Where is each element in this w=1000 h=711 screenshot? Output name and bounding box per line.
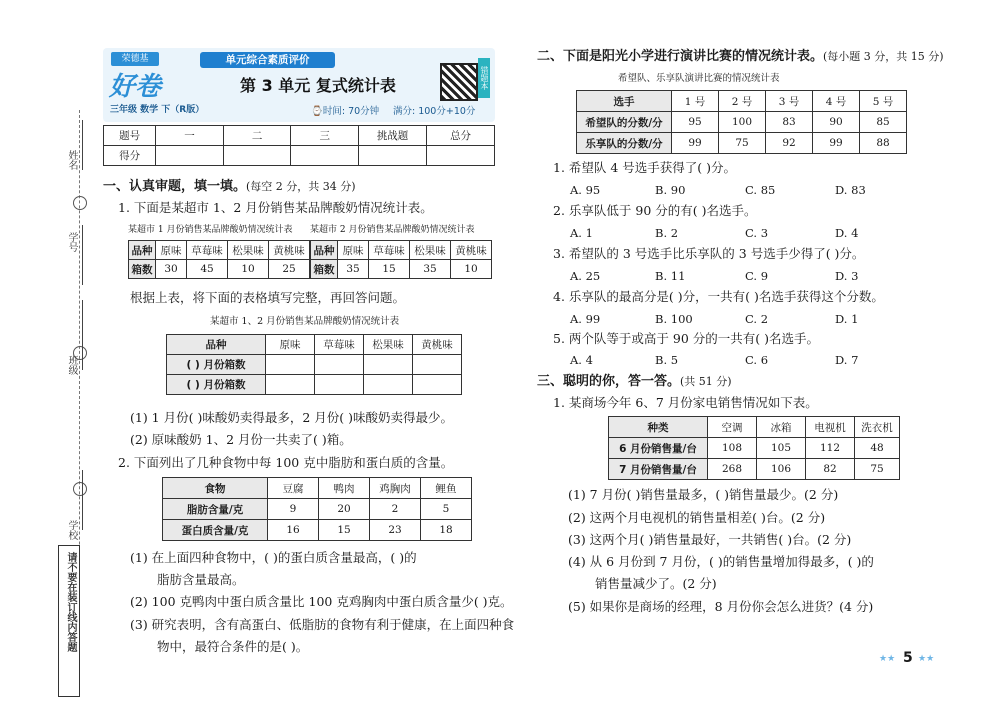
table-cell: 鸡胸肉	[370, 478, 421, 499]
table-cell: 10	[451, 260, 492, 279]
table-cell: 洗衣机	[855, 417, 900, 438]
fill-cell[interactable]	[364, 355, 413, 375]
table-cell: 电视机	[806, 417, 855, 438]
footer-stars-left: ★★	[879, 654, 896, 664]
table-cell: 松果味	[410, 241, 451, 260]
score-table-cell: 总分	[427, 126, 495, 146]
table-cell: 4 号	[813, 91, 860, 112]
side-tag[interactable]: 错题本	[478, 58, 490, 98]
q2-sub2[interactable]: (2) 100 克鸭肉中蛋白质含量比 100 克鸡胸肉中蛋白质含量少( )克。	[130, 594, 513, 609]
p2-q1-opt-b[interactable]: B. 90	[655, 183, 686, 197]
table-cell: 85	[860, 112, 907, 133]
part2-caption: 希望队、乐享队演讲比赛的情况统计表	[618, 73, 780, 84]
p2-q4-opt-a[interactable]: A. 99	[570, 312, 601, 326]
appliance-sales-table	[608, 416, 900, 480]
table-cell: 黄桃味	[451, 241, 492, 260]
score-input-cell[interactable]	[156, 146, 224, 166]
q2-sub1b: 脂肪含量最高。	[157, 572, 245, 587]
p2-q5-opt-a[interactable]: A. 4	[570, 353, 593, 367]
q1-sub1[interactable]: (1) 1 月份( )味酸奶卖得最多，2 月份( )味酸奶卖得最少。	[130, 410, 453, 425]
food-nutrition-table	[162, 477, 472, 541]
name-line	[82, 120, 83, 170]
part2-heading: 二、下面是阳光小学进行演讲比赛的情况统计表。(每小题 3 分，共 15 分)	[537, 49, 944, 64]
p3-s2[interactable]: (2) 这两个月电视机的销售量相差( )台。(2 分)	[568, 510, 826, 525]
table-cell: 1 号	[672, 91, 719, 112]
time-label: ⌚时间: 70分钟	[311, 106, 380, 117]
p3-s1[interactable]: (1) 7 月份( )销售量最多，( )销售量最少。(2 分)	[568, 487, 839, 502]
p2-q5-opt-c[interactable]: C. 6	[745, 353, 769, 367]
table-cell: 草莓味	[187, 241, 228, 260]
table-cell: 松果味	[228, 241, 269, 260]
score-table-cell: 一	[156, 126, 224, 146]
table-cell: 5 号	[860, 91, 907, 112]
table-cell: 16	[268, 520, 319, 541]
table-cell: 90	[813, 112, 860, 133]
table-cell: 黄桃味	[413, 335, 462, 355]
table-cell: 箱数	[129, 260, 156, 279]
q1-text: 1. 下面是某超市 1、2 月份销售某品牌酸奶情况统计表。	[118, 200, 433, 215]
p2-q4-opt-c[interactable]: C. 2	[745, 312, 769, 326]
score-label: 满分: 100分+10分	[393, 106, 476, 117]
yogurt-combined-table	[166, 334, 462, 395]
p2-q4-opt-d[interactable]: D. 1	[835, 312, 859, 326]
fill-cell[interactable]	[315, 355, 364, 375]
table-cell: 品种	[167, 335, 266, 355]
p2-q2-opt-b[interactable]: B. 2	[655, 226, 679, 240]
table-cell: 箱数	[311, 260, 338, 279]
speech-contest-table	[576, 90, 907, 154]
table-cell: 3 号	[766, 91, 813, 112]
q1-instruction: 根据上表，将下面的表格填写完整，再回答问题。	[130, 290, 406, 305]
table-cell: 99	[672, 133, 719, 154]
table-cell: 鸭肉	[319, 478, 370, 499]
score-table-cell: 题号	[104, 126, 156, 146]
logo: 好卷	[109, 72, 162, 102]
yogurt-feb-table	[310, 240, 492, 279]
number-line	[82, 225, 83, 285]
p2-q1[interactable]: 1. 希望队 4 号选手获得了( )分。	[553, 160, 737, 175]
part3-heading: 三、聪明的你，答一答。(共 51 分)	[537, 374, 732, 389]
table-cell: 9	[268, 499, 319, 520]
p2-q2-opt-a[interactable]: A. 1	[570, 226, 593, 240]
table-cell: 75	[855, 459, 900, 480]
table-cell: 原味	[156, 241, 187, 260]
table-cell: 草莓味	[315, 335, 364, 355]
table-cell: 原味	[266, 335, 315, 355]
page-number: 5	[903, 650, 913, 666]
p2-q4[interactable]: 4. 乐享队的最高分是( )分，一共有( )名选手获得这个分数。	[553, 289, 884, 304]
table-cell: 品种	[129, 241, 156, 260]
p3-s3[interactable]: (3) 这两个月( )销售量最好，一共销售( )台。(2 分)	[568, 532, 852, 547]
t3-caption: 某超市 1、2 月份销售某品牌酸奶情况统计表	[210, 316, 400, 327]
table-cell: 48	[855, 438, 900, 459]
table-cell: 原味	[338, 241, 369, 260]
p2-q3-opt-a[interactable]: A. 25	[570, 269, 601, 283]
grade-label: 三年级 数学 下（R版）	[110, 105, 205, 115]
table-cell: 2	[370, 499, 421, 520]
fill-cell[interactable]	[413, 355, 462, 375]
table-cell: 空调	[708, 417, 757, 438]
table-cell: 75	[719, 133, 766, 154]
p2-q5-opt-b[interactable]: B. 5	[655, 353, 679, 367]
table-cell: 18	[421, 520, 472, 541]
table-cell: 乐享队的分数/分	[577, 133, 672, 154]
qr-code-icon[interactable]	[440, 63, 478, 101]
p2-q3-opt-c[interactable]: C. 9	[745, 269, 769, 283]
t1-caption: 某超市 1 月份销售某品牌酸奶情况统计表	[128, 225, 293, 235]
fill-cell[interactable]	[364, 375, 413, 395]
table-cell: 105	[757, 438, 806, 459]
table-cell: 15	[369, 260, 410, 279]
school-line	[82, 470, 83, 530]
q2-sub3b[interactable]: 物中，最符合条件的是( )。	[157, 639, 309, 654]
fill-cell[interactable]	[413, 375, 462, 395]
table-cell: 25	[269, 260, 310, 279]
binding-number-label: 学号	[66, 232, 77, 252]
table-cell: 5	[421, 499, 472, 520]
fill-cell[interactable]	[266, 355, 315, 375]
table-cell: 品种	[311, 241, 338, 260]
part1-heading: 一、认真审题，填一填。(每空 2 分，共 34 分)	[103, 179, 356, 194]
table-cell: 15	[319, 520, 370, 541]
p3-s5[interactable]: (5) 如果你是商场的经理，8 月份你会怎么进货？(4 分)	[568, 599, 874, 614]
table-cell: 脂肪含量/克	[163, 499, 268, 520]
table-cell[interactable]: ( ) 月份箱数	[167, 375, 266, 395]
table-cell: 268	[708, 459, 757, 480]
p2-q1-opt-c[interactable]: C. 85	[745, 183, 776, 197]
binding-name-label: 姓名	[66, 150, 77, 170]
table-cell: 23	[370, 520, 421, 541]
p2-q1-opt-a[interactable]: A. 95	[570, 183, 601, 197]
table-cell: 黄桃味	[269, 241, 310, 260]
table-cell: 蛋白质含量/克	[163, 520, 268, 541]
p3-q1: 1. 某商场今年 6、7 月份家电销售情况如下表。	[553, 395, 818, 410]
score-table-cell: 二	[223, 126, 291, 146]
unit-title: 第 3 单元 复式统计表	[240, 76, 396, 95]
score-table-cell: 得分	[104, 146, 156, 166]
t2-caption: 某超市 2 月份销售某品牌酸奶情况统计表	[310, 225, 475, 235]
table-cell: 108	[708, 438, 757, 459]
table-cell: 30	[156, 260, 187, 279]
table-cell: 松果味	[364, 335, 413, 355]
brand-badge: 荣德基	[111, 52, 159, 66]
p3-s4b: 销售量减少了。(2 分)	[595, 576, 717, 591]
table-cell: 83	[766, 112, 813, 133]
table-cell: 食物	[163, 478, 268, 499]
score-table-cell: 挑战题	[359, 126, 427, 146]
p2-q2-opt-d[interactable]: D. 4	[835, 226, 859, 240]
binding-class-label: 班级	[66, 355, 77, 375]
table-cell: 45	[187, 260, 228, 279]
score-input-cell[interactable]	[291, 146, 359, 166]
table-cell: 草莓味	[369, 241, 410, 260]
notice-box	[58, 545, 80, 697]
p3-s4a[interactable]: (4) 从 6 月份到 7 月份，( )的销售量增加得最多，( )的	[568, 554, 874, 569]
table-cell: 112	[806, 438, 855, 459]
p2-q5-opt-d[interactable]: D. 7	[835, 353, 859, 367]
table-cell: 10	[228, 260, 269, 279]
p2-q2[interactable]: 2. 乐享队低于 90 分的有( )名选手。	[553, 203, 757, 218]
table-cell: 7 月份销售量/台	[609, 459, 708, 480]
table-cell: 88	[860, 133, 907, 154]
fill-cell[interactable]	[266, 375, 315, 395]
table-cell: 92	[766, 133, 813, 154]
p2-q2-opt-c[interactable]: C. 3	[745, 226, 769, 240]
table-cell[interactable]: ( ) 月份箱数	[167, 355, 266, 375]
table-cell: 20	[319, 499, 370, 520]
p2-q1-opt-d[interactable]: D. 83	[835, 183, 866, 197]
banner: 单元综合素质评价	[200, 52, 335, 68]
binding-school-label: 学校	[66, 520, 77, 540]
table-cell: 100	[719, 112, 766, 133]
binding-notice: 请不要在装订线内答题	[65, 552, 76, 652]
q2-text: 2. 下面列出了几种食物中每 100 克中脂肪和蛋白质的含量。	[118, 455, 454, 470]
score-input-cell[interactable]	[427, 146, 495, 166]
p2-q5[interactable]: 5. 两个队等于或高于 90 分的一共有( )名选手。	[553, 331, 819, 346]
table-cell: 35	[338, 260, 369, 279]
score-input-cell[interactable]	[223, 146, 291, 166]
q2-sub1a[interactable]: (1) 在上面四种食物中，( )的蛋白质含量最高，( )的	[130, 550, 417, 565]
table-cell: 冰箱	[757, 417, 806, 438]
table-cell: 6 月份销售量/台	[609, 438, 708, 459]
p2-q4-opt-b[interactable]: B. 100	[655, 312, 693, 326]
score-table-cell: 三	[291, 126, 359, 146]
p2-q3[interactable]: 3. 希望队的 3 号选手比乐享队的 3 号选手少得了( )分。	[553, 246, 865, 261]
binding-hole	[73, 482, 87, 496]
table-cell: 选手	[577, 91, 672, 112]
footer-stars-right: ★★	[918, 654, 935, 664]
table-cell: 2 号	[719, 91, 766, 112]
table-cell: 种类	[609, 417, 708, 438]
table-cell: 35	[410, 260, 451, 279]
table-cell: 82	[806, 459, 855, 480]
q2-sub3a: (3) 研究表明，含有高蛋白、低脂肪的食物有利于健康，在上面四种食	[130, 617, 515, 632]
table-cell: 希望队的分数/分	[577, 112, 672, 133]
fill-cell[interactable]	[315, 375, 364, 395]
q1-sub2[interactable]: (2) 原味酸奶 1、2 月份一共卖了( )箱。	[130, 432, 352, 447]
binding-hole	[73, 196, 87, 210]
yogurt-jan-table	[128, 240, 310, 279]
score-table	[103, 125, 495, 166]
class-line	[82, 300, 83, 370]
table-cell: 鲤鱼	[421, 478, 472, 499]
table-cell: 豆腐	[268, 478, 319, 499]
table-cell: 95	[672, 112, 719, 133]
p2-q3-opt-d[interactable]: D. 3	[835, 269, 859, 283]
score-input-cell[interactable]	[359, 146, 427, 166]
clock-icon: ⌚	[311, 106, 323, 117]
table-cell: 99	[813, 133, 860, 154]
p2-q3-opt-b[interactable]: B. 11	[655, 269, 686, 283]
table-cell: 106	[757, 459, 806, 480]
